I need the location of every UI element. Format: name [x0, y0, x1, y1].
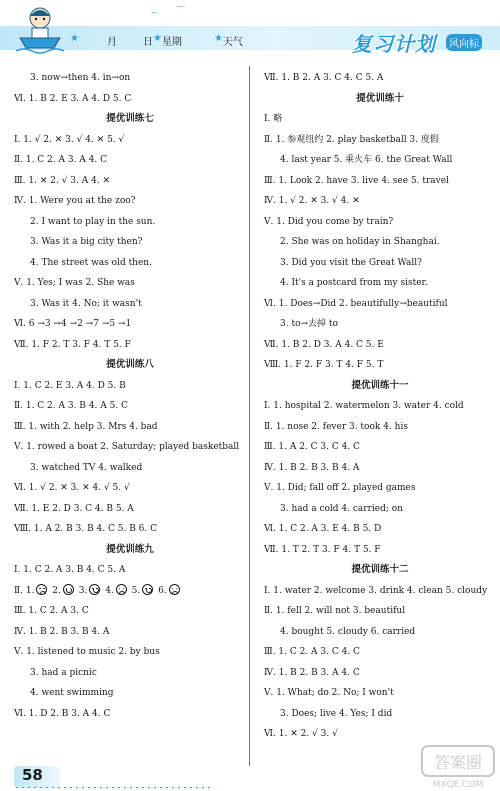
sad-face-icon [169, 584, 180, 595]
answer-line: 4. went swimming [30, 688, 114, 698]
weekday-label: 星期 [161, 37, 182, 48]
answer-line: Ⅳ. 1. Were you at the zoo? [14, 196, 136, 206]
weather-label: 天气 [222, 37, 243, 48]
answer-line: Ⅷ. 1. A 2. B 3. B 4. C 5. B 6. C [14, 524, 158, 534]
answer-line: 3. Was it a big city then? [30, 237, 143, 247]
star-icon: ★ [213, 33, 223, 44]
smiley-face-icon [63, 584, 74, 595]
answer-line: Ⅳ. 1. √ 2. ✕ 3. √ 4. ✕ [264, 196, 360, 206]
item-number: 2. [49, 585, 61, 596]
answer-line: Ⅴ. 1. What; do 2. No; I won't [264, 688, 394, 698]
svg-text:MXQE.COM: MXQE.COM [432, 780, 484, 790]
answer-column-left [14, 68, 246, 724]
answer-line: Ⅶ. 1. T 2. T 3. F 4. T 5. F [264, 544, 381, 555]
item-number: 6. [155, 585, 167, 596]
page-header [0, 0, 500, 58]
answer-line: Ⅲ. 1. with 2. help 3. Mrs 4. bad [14, 421, 158, 432]
column-divider [249, 66, 250, 766]
answer-line: Ⅶ. 1. E 2. D 3. C 4. B 5. A [14, 503, 134, 514]
answer-line: Ⅴ. 1. Did you come by train? [264, 216, 394, 227]
answer-line: 3. Does; live 4. Yes; I did [280, 708, 393, 719]
boat-mascot-icon [14, 4, 66, 54]
answer-line: Ⅵ. 1. C 2. A 3. E 4. B 5. D [264, 524, 382, 534]
answer-line: Ⅲ. 1. A 2. C 3. C 4. C [264, 442, 360, 452]
sad-face-icon [116, 584, 127, 595]
answer-line: 3. had a picnic [30, 667, 97, 678]
answer-line: Ⅱ. 1. 参观纽约 2. play basketball 3. 度假 [264, 134, 439, 145]
month-label: 月 [106, 37, 117, 48]
star-icon: ★ [152, 33, 162, 44]
series-title: 复习计划 [352, 32, 436, 56]
answer-line: Ⅶ. 1. B 2. D 3. A 4. C 5. E [264, 339, 384, 350]
watermark-logo [418, 744, 498, 790]
section-heading: 提优训练十二 [351, 564, 409, 575]
answer-line: Ⅱ. 1. C 2. A 3. B 4. A 5. C [14, 401, 128, 411]
answer-line: Ⅵ. 1. B 2. E 3. A 4. D 5. C [14, 93, 132, 104]
answer-line: 4. bought 5. cloudy 6. carried [280, 626, 416, 637]
smiley-face-icon [142, 584, 153, 595]
answer-line: 3. to→去掉 to [280, 319, 338, 329]
answer-line: 3. watched TV 4. walked [30, 462, 143, 473]
answer-line: Ⅵ. 6 →3 →4 →2 →7 →5 →1 [14, 319, 132, 329]
answer-line [14, 581, 246, 602]
answer-line: Ⅷ. 1. F 2. F 3. T 4. F 5. T [264, 360, 384, 370]
answer-line: Ⅶ. 1. B 2. A 3. C 4. C 5. A [264, 73, 384, 83]
answer-line: 2. I want to play in the sun. [30, 216, 156, 227]
answer-line: 3. now→then 4. in→on [30, 73, 131, 83]
answer-line-label: Ⅱ. 1. [14, 585, 35, 596]
answer-line: 4. It's a postcard from my sister. [280, 278, 428, 288]
sad-face-icon [36, 584, 47, 595]
answer-line: Ⅵ. 1. √ 2. ✕ 3. ✕ 4. √ 5. √ [14, 483, 130, 493]
day-label: 日 [142, 37, 153, 48]
answer-line: Ⅰ. 1. √ 2. ✕ 3. √ 4. ✕ 5. √ [14, 134, 125, 145]
answer-line: 3. Did you visit the Great Wall? [280, 257, 422, 268]
answer-line: Ⅵ. 1. D 2. B 3. A 4. C [14, 708, 111, 719]
section-heading: 提优训练七 [106, 113, 154, 124]
answer-line: Ⅲ. 1. Look 2. have 3. live 4. see 5. travel [264, 175, 449, 186]
answer-column-right [264, 68, 496, 745]
section-heading: 提优训练十一 [351, 379, 409, 391]
item-number: 5. [128, 585, 141, 596]
answer-line: Ⅴ. 1. Yes; I was 2. She was [14, 278, 135, 288]
answer-line: Ⅰ. 1. water 2. welcome 3. drink 4. clean 5. cloudy [264, 585, 488, 596]
answer-line: Ⅲ. 1. ✕ 2. √ 3. A 4. ✕ [14, 175, 111, 186]
bird-icon: ⌒ [176, 7, 186, 17]
answer-line: Ⅰ. 1. hospital 2. watermelon 3. water 4. cold [264, 401, 464, 411]
answer-line: Ⅳ. 1. B 2. B 3. B 4. A [264, 462, 360, 473]
answer-line: Ⅱ. 1. C 2. A 3. A 4. C [14, 155, 107, 165]
date-fields [70, 33, 243, 48]
page-number: 58 [22, 766, 43, 784]
footer-dots [14, 786, 214, 789]
answer-line: Ⅴ. 1. rowed a boat 2. Saturday; played basketball [14, 442, 240, 452]
answer-line: 4. The street was old then. [30, 257, 152, 268]
answer-line: 3. Was it 4. No; it wasn't [30, 298, 142, 309]
answer-line: Ⅳ. 1. B 2. B 3. A 4. C [264, 667, 360, 678]
answer-line: Ⅰ. 略 [264, 114, 283, 124]
answer-line: Ⅴ. 1. listened to music 2. by bus [14, 647, 160, 657]
answer-line: Ⅳ. 1. B 2. B 3. B 4. A [14, 626, 110, 637]
svg-text:答案圈: 答案圈 [433, 753, 483, 772]
section-heading: 提优训练十 [356, 92, 404, 104]
item-number: 3. [75, 585, 88, 596]
answer-line: Ⅲ. 1. C 2. A 3. C 4. C [264, 647, 360, 657]
answer-line: Ⅵ. 1. Does→Did 2. beautifully→beautiful [264, 298, 448, 309]
answer-line: Ⅶ. 1. F 2. T 3. F 4. T 5. F [14, 339, 131, 350]
answer-line: Ⅲ. 1. C 2. A 3. C [14, 606, 89, 616]
bird-icon: ⌒ [150, 13, 160, 23]
item-number: 4. [102, 585, 114, 596]
answer-line: Ⅰ. 1. C 2. E 3. A 4. D 5. B [14, 380, 126, 391]
answer-line: Ⅱ. 1. nose 2. fever 3. took 4. his [264, 421, 408, 432]
answer-line: Ⅴ. 1. Did; fall off 2. played games [264, 483, 416, 493]
section-heading: 提优训练九 [106, 543, 154, 555]
answer-line: 2. She was on holiday in Shanghai. [280, 237, 440, 247]
answer-line: Ⅰ. 1. C 2. A 3. B 4. C 5. A [14, 565, 126, 575]
answer-line: 3. had a cold 4. carried; on [280, 503, 403, 514]
answer-line: Ⅵ. 1. ✕ 2. √ 3. √ [264, 729, 338, 739]
answer-line: 4. last year 5. 乘火车 6. the Great Wall [280, 155, 453, 165]
smiley-face-icon [89, 584, 100, 595]
answer-line: Ⅱ. 1. fell 2. will not 3. beautiful [264, 606, 406, 616]
section-heading: 提优训练八 [106, 359, 154, 370]
star-icon: ★ [70, 33, 79, 44]
series-subtitle: 风向标 [446, 34, 482, 51]
